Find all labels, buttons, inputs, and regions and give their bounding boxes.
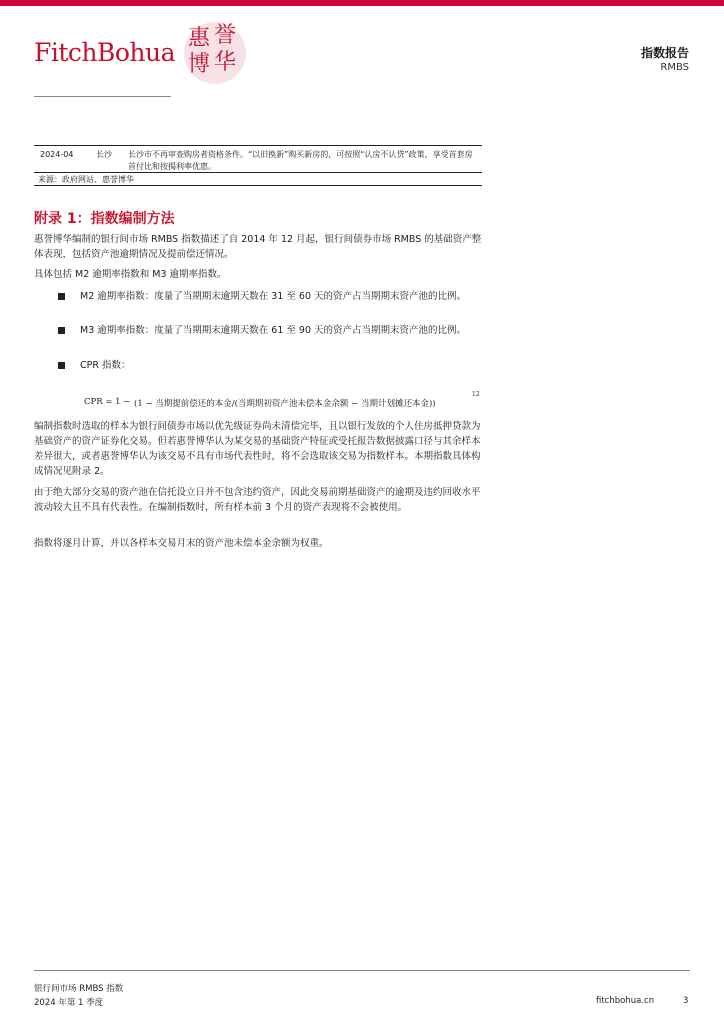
logo-divider — [34, 96, 171, 97]
trust-assets-paragraph: 由于绝大部分交易的资产池在信托设立日并不包含违约资产，因此交易前期基础资产的逾期及违约回收水平波动较大且不具有代表性。在编制指数时，所有样本前 3 个月的资产表现将不会被使用。 — [34, 487, 481, 513]
square-bullet-icon — [58, 327, 65, 334]
weighting-paragraph: 指数将逐月计算，并以各样本交易月末的资产池未偿本金余额为权重。 — [34, 538, 329, 549]
logo-wordmark — [34, 38, 175, 67]
formula-exponent: 12 — [472, 391, 480, 398]
table-source-row — [34, 172, 482, 186]
formula-body: (1 − 当期提前偿还的本金/(当期期初资产池未偿本金余额 − 当期计划摊还本金)) — [134, 399, 436, 409]
seal-char: 誉 — [214, 23, 237, 48]
square-bullet-icon — [58, 362, 65, 369]
seal-char: 博 — [188, 52, 211, 77]
table-cell-description: 长沙市不再审查购房者资格条件。“以旧换新”购买新房的，可按照“认房不认贷”政策，享受首套房首付比和按揭利率优惠。 — [128, 150, 473, 171]
list-intro-paragraph: 具体包括 M2 逾期率指数和 M3 逾期率指数。 — [34, 269, 227, 280]
document-subtype: RMBS — [660, 62, 689, 73]
footer-period: 2024 年第 1 季度 — [34, 998, 104, 1008]
formula-lhs: CPR = 1 − — [84, 397, 131, 407]
table-source-note: 来源：政府网站、惠誉博华 — [38, 175, 134, 184]
fitch-bohua-logo — [34, 22, 254, 86]
table-cell-date: 2024-04 — [40, 150, 74, 159]
footer-divider — [34, 970, 690, 971]
table-row — [34, 146, 482, 172]
list-item-text: CPR 指数： — [80, 360, 131, 371]
seal-char: 惠 — [188, 26, 211, 51]
seal-char: 华 — [214, 50, 237, 75]
cpr-formula — [84, 393, 484, 413]
list-item-text: M3 逾期率指数：度量了当期期末逾期天数在 61 至 90 天的资产占当期期末资产池的比例。 — [80, 325, 467, 336]
intro-paragraph: 惠誉博华编制的银行间市场 RMBS 指数描述了自 2014 年 12 月起，银行间债券市场 RMBS 的基础资产整体表现，包括资产池逾期情况及提前偿还情况。 — [34, 234, 482, 260]
footer-website-link[interactable]: fitchbohua.cn — [596, 996, 655, 1006]
footer-report-name: 银行间市场 RMBS 指数 — [34, 984, 124, 994]
list-item-text: M2 逾期率指数：度量了当期期末逾期天数在 31 至 60 天的资产占当期期末资产池的比例。 — [80, 291, 467, 302]
brand-top-bar — [0, 0, 724, 6]
page-number: 3 — [683, 996, 689, 1006]
policy-table — [34, 145, 482, 186]
logo-wordmark-bohua: Bohua — [97, 38, 176, 67]
square-bullet-icon — [58, 293, 65, 300]
sample-selection-paragraph: 编制指数时选取的样本为银行间债券市场以优先级证券尚未清偿完毕，且以银行发放的个人住房抵押贷款为基础资产的资产证券化交易。但若惠誉博华认为某交易的基础资产特征或受托报告数据披露口径与其余样本差异很大，或者惠誉博华认为该交易不具有市场代表性时，将不会选取该交易为指数样本。本期指数具体构成情况见附录 2。 — [34, 421, 481, 477]
table-cell-city: 长沙 — [96, 150, 112, 159]
document-type: 指数报告 — [640, 46, 689, 60]
section-title: 附录 1：指数编制方法 — [34, 211, 175, 227]
logo-wordmark-fitch: Fitch — [34, 38, 97, 67]
logo-seal-icon — [184, 22, 246, 84]
